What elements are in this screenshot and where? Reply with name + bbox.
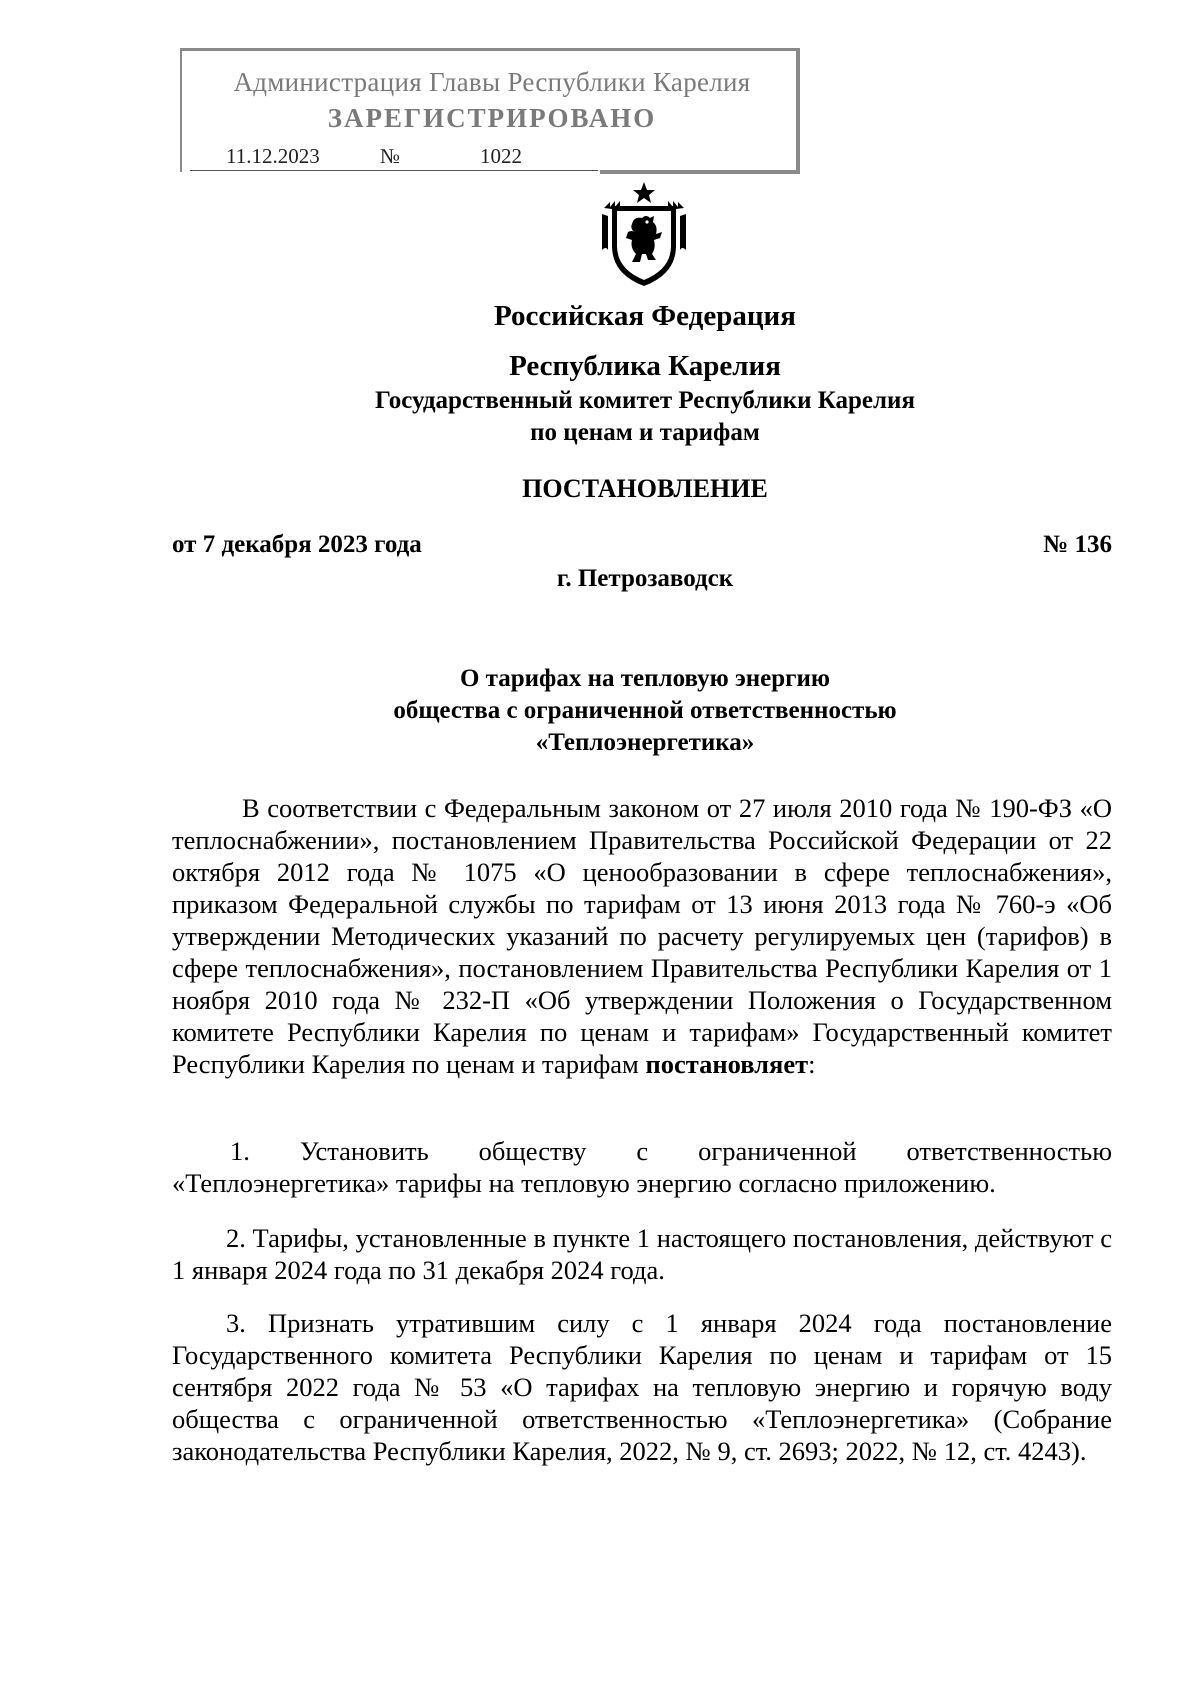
stamp-registered: ЗАРЕГИСТРИРОВАНО <box>327 103 657 133</box>
subject-line3: «Теплоэнергетика» <box>535 729 755 756</box>
item-3-paragraph: 3. Признать утратившим силу с 1 января 2024 года постановление Государственного комитета Республики Карелия по ценам и тарифам от 15 сентября 2022 года № 53 «О тарифах на тепловую энергию и горячую воду общества с ограниченной ответственностью «Теплоэнергетика» (Собрание законодательства Республики Карелия, 2022, № 9, ст. 2693; 2022, № 12, ст. 4243). <box>172 1308 1112 1466</box>
stamp-border-shadow <box>796 48 800 174</box>
header-republic: Республика Карелия <box>509 350 781 382</box>
stamp-number-sign: № <box>380 144 401 168</box>
item-2-paragraph: 2. Тарифы, установленные в пункте 1 настоящего постановления, действуют с 1 января 2024 года по 31 декабря 2024 года. <box>172 1223 1112 1285</box>
preamble-paragraph <box>172 792 1112 1080</box>
stamp-authority: Администрация Главы Республики Карелия <box>233 67 751 97</box>
preamble-decree-word: постановляет <box>645 1049 809 1079</box>
stamp-number: 1022 <box>480 144 522 168</box>
item-1-paragraph: 1. Установить обществу с ограниченной ответственностью «Теплоэнергетика» тарифы на тепловую энергию согласно приложению. <box>172 1136 1112 1198</box>
stamp-date: 11.12.2023 <box>226 144 320 168</box>
preamble-end: : <box>808 1049 816 1079</box>
subject-line1: О тарифах на тепловую энергию <box>459 665 831 692</box>
header-committee-line1: Государственный комитет Республики Карелия <box>375 387 915 414</box>
subject-line2: общества с ограниченной ответственностью <box>393 697 897 724</box>
header-committee-line2: по ценам и тарифам <box>530 419 760 446</box>
document-number: № 136 <box>1043 531 1112 558</box>
stamp-registration-line <box>190 144 598 171</box>
karelia-coat-of-arms-icon <box>596 180 692 290</box>
document-type: ПОСТАНОВЛЕНИЕ <box>522 474 768 503</box>
header-federation: Российская Федерация <box>494 300 796 332</box>
stamp-border-shadow <box>600 170 800 174</box>
document-city: г. Петрозаводск <box>556 565 734 592</box>
document-date: от 7 декабря 2023 года <box>172 531 422 558</box>
preamble-text: В соответствии с Федеральным законом от 27 июля 2010 года № 190-ФЗ «О теплоснабжении», постановлением Правительства Российской Федерации от 22 октября 2012 года № 1075 «О ценообразовании в сфере теплоснабжения», приказом Федеральной службы по тарифам от 13 июня 2013 года № 760-э «Об утверждении Методических указаний по расчету регулируемых цен (тарифов) в сфере теплоснабжения», постановлением Правительства Республики Карелия от 1 ноября 2010 года № 232-П «Об утверждении Положения о Государственном комитете Республики Карелия по ценам и тарифам» Государственный комитет Республики Карелия по ценам и тарифам <box>172 793 1112 1079</box>
